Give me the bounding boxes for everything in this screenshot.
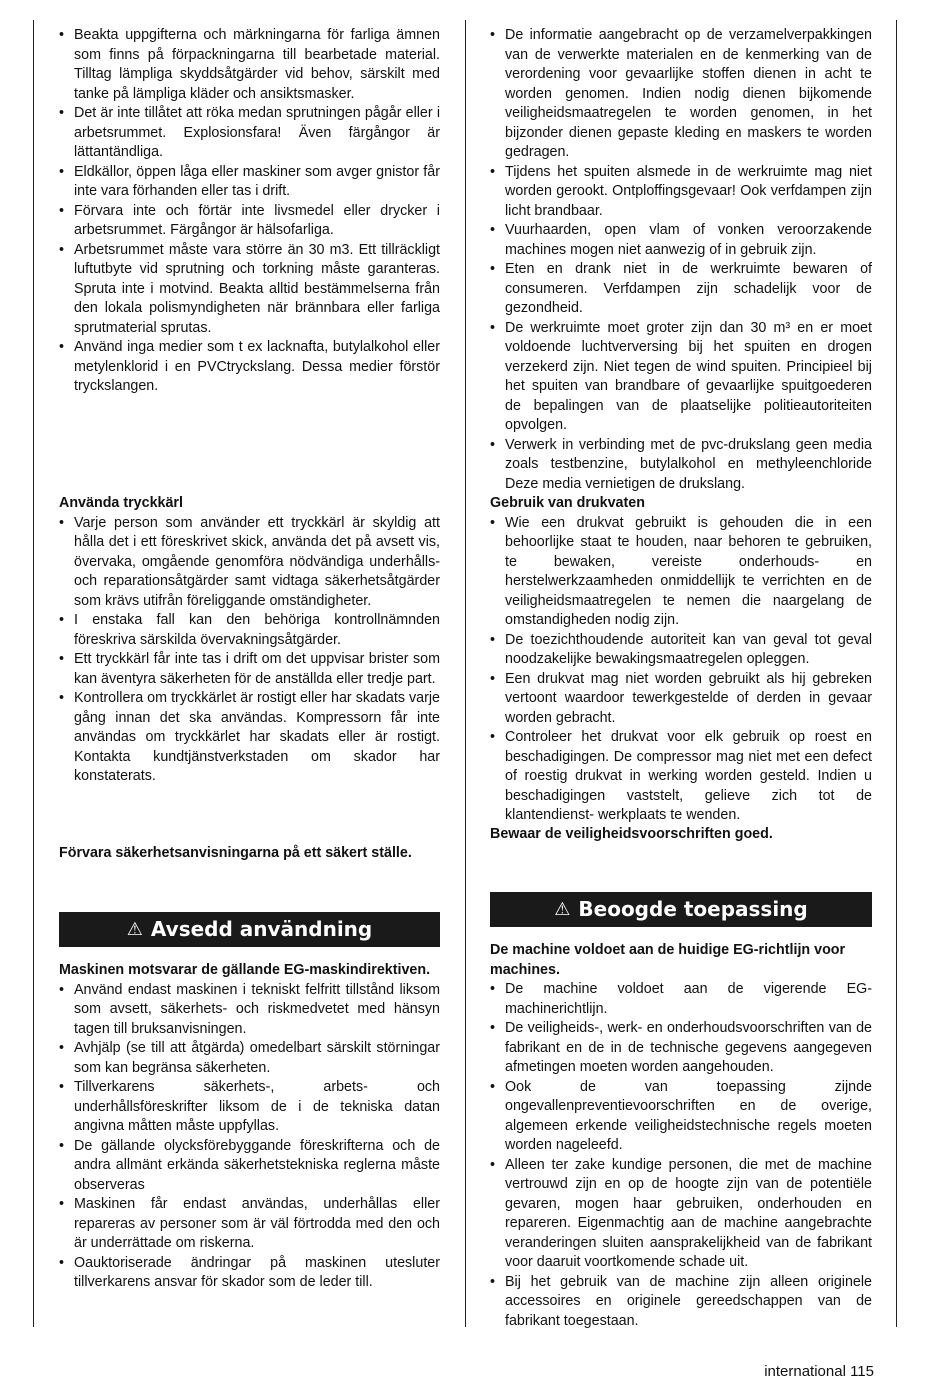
list-item: • Avhjälp (se till att åtgärda) omedelbart särskilt störningar som kan begränsa säkerheten. xyxy=(59,1039,440,1078)
section-banner xyxy=(490,892,872,927)
banner-title: Beoogde toepassing xyxy=(578,896,808,921)
list-item: • Beakta uppgifterna och märkningarna för farliga ämnen som finns på förpackningarna till bearbetade material. Tilltag lämpliga skyddsåtgärder vid behov, särskilt med tanke på lämpliga kläder och ansiktsmasker. xyxy=(59,26,440,104)
list-item: • Bij het gebruik van de machine zijn alleen originele accessoires en originele gereedschappen van de fabrikant toegestaan. xyxy=(490,1273,872,1332)
list-item: • Arbetsrummet måste vara större än 30 m3. Ett tillräckligt luftutbyte vid sprutning och torkning måste garanteras. Spruta inte i motvind. Beakta alltid bestämmelserna från den lokala polismyndigheten när brännbara eller farliga sprutmaterial sprutas. xyxy=(59,241,440,339)
list-item: • Förvara inte och förtär inte livsmedel eller drycker i arbetsrummet. Färgångor är hälsofarliga. xyxy=(59,202,440,241)
list-item: • De veiligheids-, werk- en onderhoudsvoorschriften van de fabrikant en de in de technische gegevens aangegeven afmetingen moeten worden aangehouden. xyxy=(490,1019,872,1078)
list-item: • Maskinen får endast användas, underhållas eller repareras av personer som är väl förtrodda med den och är underrättade om riskerna. xyxy=(59,1195,440,1254)
page-footer: international 115 xyxy=(764,1363,874,1380)
intended-list-nl xyxy=(490,980,872,1331)
list-item: • Vuurhaarden, open vlam of vonken veroorzakende machines mogen niet aanwezig of in gebruik zijn. xyxy=(490,221,872,260)
list-item: • Eldkällor, öppen låga eller maskiner som avger gnistor får inte vara förhanden eller tas i drift. xyxy=(59,163,440,202)
safety-list-nl xyxy=(490,26,872,494)
list-item: • Tijdens het spuiten alsmede in de werkruimte mag niet worden gerookt. Ontploffingsgevaar! Ook verfdampen zijn licht brandbaar. xyxy=(490,163,872,222)
list-item: • Controleer het drukvat voor elk gebruik op roest en beschadigingen. De compressor mag niet met een defect of roestig drukvat in werking worden gesteld. Indien u beschadigingen vaststelt, gelieve zich tot de klantendienst- werkplaats te wenden. xyxy=(490,728,872,826)
list-item: • I enstaka fall kan den behöriga kontrollnämnden föreskriva särskilda övervakningsåtgärder. xyxy=(59,611,440,650)
list-item: • Ook de van toepassing zijnde ongevallenpreventievoorschriften en de overige, algemeen erkende veiligheidstechnische regels moeten worden nageleefd. xyxy=(490,1078,872,1156)
list-item: • Varje person som använder ett tryckkärl är skyldig att hålla det i ett föreskrivet skick, använda det på avsett vis, övervaka, omgående genomföra nödvändiga underhålls- och reparationsåtgärder samt vidtaga säkerhetsåtgärder som krävs utifrån föreliggande omständigheter. xyxy=(59,514,440,612)
list-item: • Een drukvat mag niet worden gebruikt als hij gebreken vertoont waardoor tewerkgestelde of derden in gevaar worden gebracht. xyxy=(490,670,872,729)
list-item: • Ett tryckkärl får inte tas i drift om det uppvisar brister som kan äventyra säkerheten för de anställda eller tredje part. xyxy=(59,650,440,689)
list-item: • Wie een drukvat gebruikt is gehouden die in een behoorlijke staat te houden, naar behoren te gebruiken, te bewaken, vereiste onderhouds- en herstelwerkzaamheden onmiddellijk te verrichten en de veiligheidsmaatregelen te nemen die naargelang de omstandigheden nodig zijn. xyxy=(490,514,872,631)
left-margin-rule xyxy=(33,20,34,1327)
section-heading: Använda tryckkärl xyxy=(59,495,183,511)
right-margin-rule xyxy=(896,20,897,1327)
list-item: • Tillverkarens säkerhets-, arbets- och underhållsföreskrifter liksom de i de tekniska datan angivna måtten måste uppfyllas. xyxy=(59,1078,440,1137)
section-banner xyxy=(59,912,440,947)
list-item: • Verwerk in verbinding met de pvc-drukslang geen media zoals testbenzine, butylalkohol en methyleenchloride Deze media vernietigen de drukslang. xyxy=(490,436,872,495)
list-item: • De toezichthoudende autoriteit kan van geval tot geval noodzakelijke bewakingsmaatregelen opleggen. xyxy=(490,631,872,670)
closing-note: Förvara säkerhetsanvisningarna på ett säkert ställe. xyxy=(59,845,412,861)
list-item: • Oauktoriserade ändringar på maskinen utesluter tillverkarens ansvar för skador som de leder till. xyxy=(59,1254,440,1293)
list-item: • Eten en drank niet in de werkruimte bewaren of consumeren. Verfdampen zijn schadelijk voor de gezondheid. xyxy=(490,260,872,319)
pressure-list-nl xyxy=(490,514,872,826)
banner-title: Avsedd användning xyxy=(150,916,373,941)
closing-note: Bewaar de veiligheidsvoorschriften goed. xyxy=(490,826,773,842)
list-item: • Kontrollera om tryckkärlet är rostigt eller har skadats varje gång innan det ska användas. Kompressorn får inte användas om tryckkärlet har skadats eller är rostigt. Kontakta kundtjänstverkstaden om skador har konstaterats. xyxy=(59,689,440,787)
section-intro: Maskinen motsvarar de gällande EG-maskindirektiven. xyxy=(59,962,431,978)
list-item: • De informatie aangebracht op de verzamelverpakkingen van de verwerkte materialen en de kenmerking van de verordening voor gevaarlijke stoffen dienen in acht te worden genomen. Indien nodig dienen bijkomende veiligheidsmaatregelen te worden genomen, in het bijzonder dienen gepaste kleding en maskers te worden gedragen. xyxy=(490,26,872,163)
list-item: • Använd endast maskinen i tekniskt felfritt tillstånd liksom som avsett, säkerhets- och riskmedvetet med hänsyn tagen till bruksanvisningen. xyxy=(59,981,440,1040)
list-item: • De werkruimte moet groter zijn dan 30 m³ en er moet voldoende luchtverversing bij het spuiten en drogen verzekerd zijn. Niet tegen de wind spuiten. Principieel bij het spuiten van brandbare of gevaarlijke spuitgoederen de bepalingen van de plaatselijke politieautoriteiten opvolgen. xyxy=(490,319,872,436)
list-item: • Använd inga medier som t ex lacknafta, butylalkohol eller metylenklorid i en PVCtryckslang. Dessa medier förstör tryckslangen. xyxy=(59,338,440,397)
column-divider-rule xyxy=(465,20,466,1327)
list-item: • De gällande olycksförebyggande föreskrifterna och de andra allmänt erkända säkerhetstekniska reglerna måste observeras xyxy=(59,1137,440,1196)
intended-list-sv xyxy=(59,981,440,1293)
list-item: • Alleen ter zake kundige personen, die met de machine vertrouwd zijn en op de hoogte zijn van de potentiële gevaren, mogen haar gebruiken, onderhouden en repareren. Eigenmachtig aan de machine aangebrachte veranderingen sluiten aansprakelijkheid van de fabrikant voor daaruit voortkomende schade uit. xyxy=(490,1156,872,1273)
section-heading: Gebruik van drukvaten xyxy=(490,495,645,511)
warning-icon: ⚠ xyxy=(126,918,143,940)
list-item: • Det är inte tillåtet att röka medan sprutningen pågår eller i arbetsrummet. Explosionsfara! Även färgångor är lättantändliga. xyxy=(59,104,440,163)
safety-list-sv xyxy=(59,26,440,397)
section-intro: De machine voldoet aan de huidige EG-richtlijn voor machines. xyxy=(490,942,846,978)
warning-icon: ⚠ xyxy=(554,898,571,920)
pressure-list-sv xyxy=(59,514,440,787)
list-item: • De machine voldoet aan de vigerende EG-machinerichtlijn. xyxy=(490,980,872,1019)
